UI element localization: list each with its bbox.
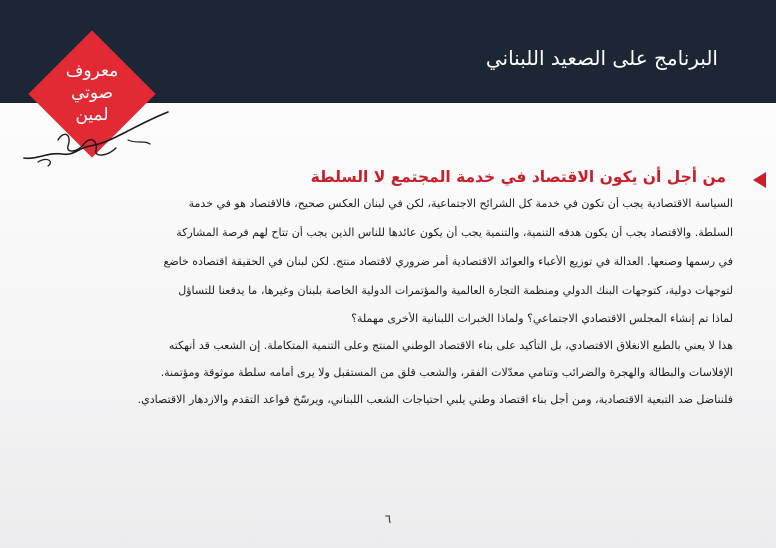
body-line-5: لماذا تم إنشاء المجلس الاقتصادي الاجتماعي؟ ولماذا الخبرات اللبنانية الأخرى مهملة؟: [351, 312, 733, 325]
heading-triangle-icon: [753, 172, 766, 188]
body-line-6: هذا لا يعني بالطبع الانغلاق الاقتصادي، بل التأكيد على بناء الاقتصاد الوطني المنتج وعلى التنمية المتكاملة. إن الشعب قد أنهكته: [168, 339, 733, 352]
body-line-3: في رسمها وصنعها. العدالة في توزيع الأعباء والعوائد الاقتصادية أمر ضروري لاقتصاد منتج. لكن لبنان في الحقيقة اقتصاده خاضع: [163, 255, 733, 268]
badge-line-3: لمين: [75, 105, 109, 125]
header-title: البرنامج على الصعيد اللبناني: [485, 46, 718, 70]
body-line-7: الإفلاسات والبطالة والهجرة والضرائب وتنامي معدّلات الفقر، والشعب قلق من المستقبل ولا يرى أمامه سلطة موثوقة ومؤتمنة.: [160, 366, 733, 379]
badge-line-2: صوتي: [70, 83, 114, 103]
body-line-1: السياسة الاقتصادية يجب أن تكون في خدمة كل الشرائح الاجتماعية، لكن في لبنان العكس صحيح، فالاقتصاد هو في خدمة: [188, 197, 733, 210]
section-heading: من أجل أن يكون الاقتصاد في خدمة المجتمع لا السلطة: [310, 168, 726, 186]
body-line-2: السلطة. والاقتصاد يجب أن يكون هدفه التنمية، والتنمية يجب أن يكون عائدها للناس الذين يجب أن تتاح لهم فرصة المشاركة: [176, 226, 733, 239]
signature-icon: [18, 100, 178, 170]
body-line-8: فلنناضل ضد التبعية الاقتصادية، ومن أجل بناء اقتصاد وطني يلبي احتياجات الشعب اللبناني، ويرسّخ قواعد التقدم والازدهار الاقتصادي.: [137, 393, 733, 406]
body-line-4: لتوجهات دولية، كتوجهات البنك الدولي ومنظمة التجارة العالمية والمؤتمرات الدولية الخاصة بلبنان وغيرها، ما يدفعنا للتساؤل: [178, 284, 733, 297]
badge-line-1: معروف: [65, 61, 119, 81]
page-number: ٦: [384, 512, 392, 526]
